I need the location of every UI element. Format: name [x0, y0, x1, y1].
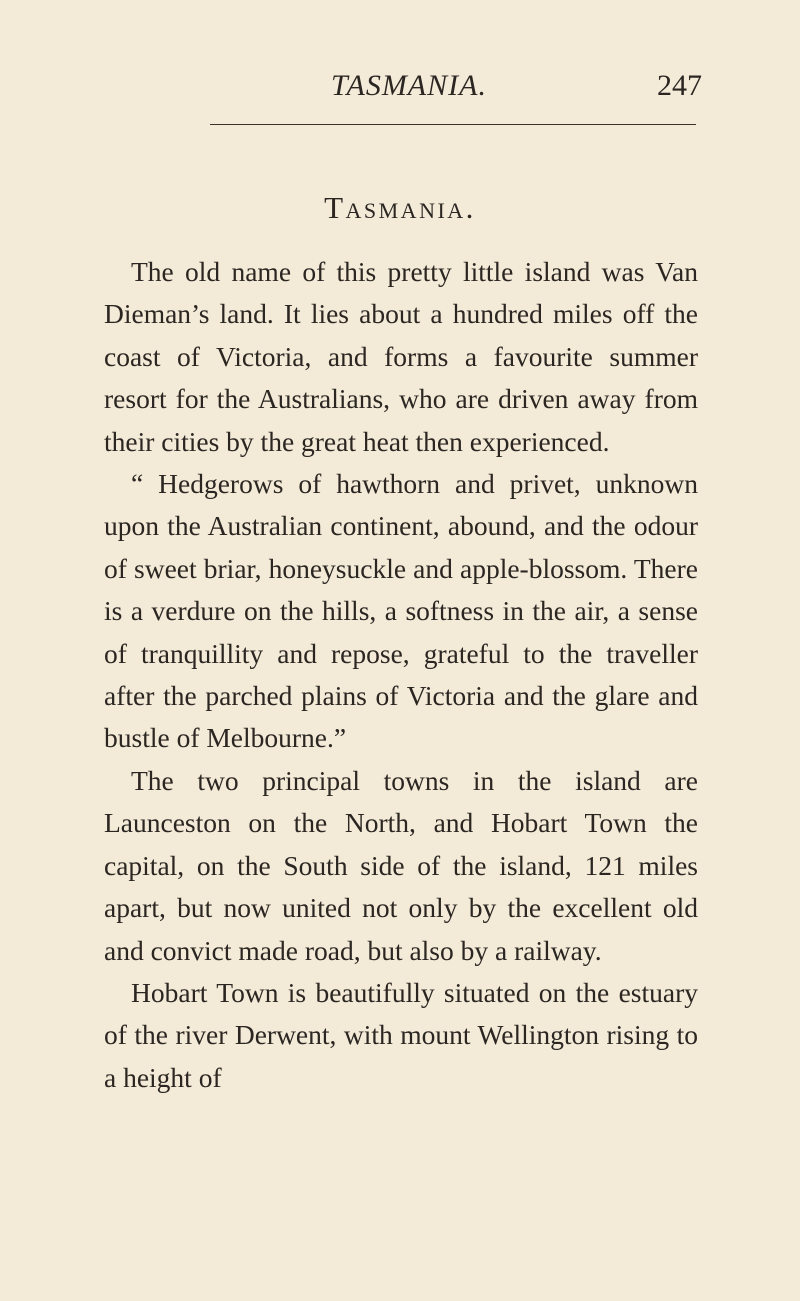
paragraph: The old name of this pretty little island was Van Dieman’s land. It lies about a hundred miles off the coast of Victoria, and forms a favourite summer resort for the Australians, who are driven away from their cities by the great heat then experienced.: [104, 256, 698, 457]
running-head: [112, 64, 706, 108]
running-title: TASMANIA.: [331, 69, 487, 102]
header-rule: [210, 124, 696, 125]
body-text: [104, 251, 698, 1099]
page-number: 247: [657, 69, 702, 102]
section-title: Tasmania.: [324, 190, 476, 225]
paragraph: The two principal towns in the island are Launceston on the North, and Hobart Town the capital, on the South side of the island, 121 miles apart, but now united not only by the excellent old and convict made road, but also by a railway.: [104, 764, 698, 966]
paragraph: Hobart Town is beautifully situated on the estuary of the river Derwent, with mount Wellington rising to a height of: [104, 976, 698, 1093]
paragraph: “ Hedgerows of hawthorn and privet, unknown upon the Australian continent, abound, and the odour of sweet briar, honeysuckle and apple-blossom. There is a verdure on the hills, a softness in the air, a sense of tranquillity and repose, grateful to the traveller after the parched plains of Victoria and the glare and bustle of Melbourne.”: [104, 468, 698, 754]
